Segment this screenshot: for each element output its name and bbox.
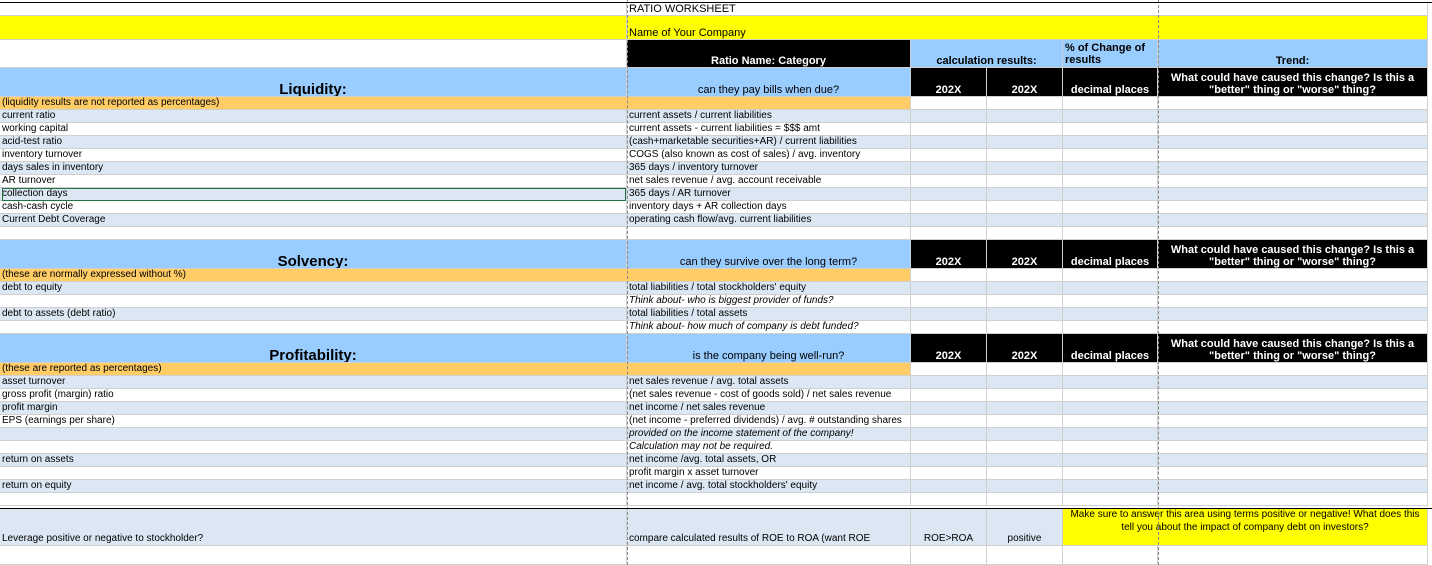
ratio-formula-text: net sales revenue / avg. total assets [629,376,789,387]
ratio-name-text: current ratio [2,110,56,121]
result-cell[interactable] [1158,188,1428,201]
result-cell[interactable] [911,376,987,389]
empty-cell[interactable] [1158,363,1428,376]
empty-cell[interactable] [0,493,627,506]
result-cell[interactable] [911,295,987,308]
empty-cell[interactable] [1158,493,1428,506]
ratio-name-text: debt to equity [2,282,63,293]
decimal-header[interactable] [1063,334,1158,363]
ratio-formula-text: operating cash flow/avg. current liabilities [629,214,812,225]
decimal-header-text: decimal places [1070,256,1150,268]
ratio-name[interactable] [0,415,627,428]
liquidity-title[interactable] [0,68,627,97]
result-cell[interactable] [1063,415,1158,428]
profitability-question[interactable] [627,334,911,363]
leverage-label[interactable] [0,508,627,546]
decimal-header-text: decimal places [1070,350,1150,362]
result-cell[interactable] [1158,149,1428,162]
year-header-text: 202X [1011,350,1038,362]
result-cell[interactable] [911,136,987,149]
empty-cell[interactable] [1063,269,1158,282]
ratio-formula[interactable] [627,149,911,162]
empty-cell[interactable] [0,227,627,240]
empty-cell[interactable] [627,546,911,565]
sheet-title-text: RATIO WORKSHEET [629,2,736,15]
result-cell[interactable] [1063,454,1158,467]
result-cell[interactable] [987,214,1063,227]
ratio-name[interactable] [0,389,627,402]
empty-cell[interactable] [911,227,987,240]
empty-cell[interactable] [911,269,987,282]
ratio-formula-text: net income /avg. total assets, OR [629,454,777,465]
result-cell[interactable] [987,321,1063,334]
result-cell[interactable] [987,376,1063,389]
ratio-name[interactable] [0,402,627,415]
result-cell[interactable] [1158,467,1428,480]
result-cell[interactable] [1063,389,1158,402]
liquidity-question-text: can they pay bills when due? [697,84,840,96]
liquidity-note[interactable] [0,97,911,110]
solvency-title-text: Solvency: [277,253,349,269]
result-cell[interactable] [1063,136,1158,149]
ratio-formula-text: current assets - current liabilities = $$$ amt [629,123,820,134]
empty-cell[interactable] [911,493,987,506]
ratio-formula[interactable] [627,295,911,308]
page-break-line [1158,0,1159,565]
header-trend-text: Trend: [1275,55,1310,67]
trend-question-header-text: What could have caused this change? Is this a "better" thing or "worse" thing? [1170,244,1415,268]
result-cell[interactable] [911,467,987,480]
result-cell[interactable] [911,162,987,175]
result-cell[interactable] [1158,480,1428,493]
result-cell[interactable] [1063,149,1158,162]
result-cell[interactable] [911,454,987,467]
result-cell[interactable] [1158,321,1428,334]
result-cell[interactable] [911,282,987,295]
result-cell[interactable] [987,201,1063,214]
ratio-name[interactable] [0,295,627,308]
result-cell[interactable] [987,441,1063,454]
solvency-question[interactable] [627,240,911,269]
ratio-name[interactable] [0,214,627,227]
result-cell[interactable] [987,282,1063,295]
ratio-formula-text: (net sales revenue - cost of goods sold) / net sales revenue [629,389,892,400]
leverage-result-text: positive [1007,533,1042,544]
result-cell[interactable] [911,441,987,454]
ratio-formula[interactable] [627,454,911,467]
ratio-formula-text: inventory days + AR collection days [629,201,787,212]
ratio-formula-text: (net income - preferred dividends) / avg. # outstanding shares [629,415,902,426]
ratio-name[interactable] [0,123,627,136]
header-ratio-name-text: Ratio Name: Category [711,55,826,67]
result-cell[interactable] [1063,295,1158,308]
empty-cell[interactable] [1063,493,1158,506]
ratio-name[interactable] [0,175,627,188]
result-cell[interactable] [987,467,1063,480]
ratio-formula-text: current assets / current liabilities [629,110,772,121]
empty-cell[interactable] [987,546,1063,565]
profitability-note[interactable] [0,363,911,376]
empty-cell[interactable] [911,546,987,565]
trend-question-header-text: What could have caused this change? Is this a "better" thing or "worse" thing? [1170,338,1415,362]
result-cell[interactable] [1158,454,1428,467]
empty-cell[interactable] [987,269,1063,282]
ratio-formula[interactable] [627,136,911,149]
result-cell[interactable] [987,454,1063,467]
ratio-formula[interactable] [627,415,911,428]
header-change-text: % of Change of results [1065,41,1146,66]
ratio-name-text: cash-cash cycle [2,201,74,212]
year-header-text: 202X [1011,84,1038,96]
result-cell[interactable] [911,175,987,188]
result-cell[interactable] [911,110,987,123]
ratio-name[interactable] [0,376,627,389]
ratio-formula[interactable] [627,110,911,123]
ratio-formula[interactable] [627,162,911,175]
year-header[interactable] [987,240,1063,269]
ratio-name[interactable] [0,201,627,214]
ratio-name-text: acid-test ratio [2,136,63,147]
result-cell[interactable] [1158,110,1428,123]
result-cell[interactable] [1158,428,1428,441]
header-calculation-text: calculation results: [936,55,1037,67]
trend-question-header[interactable] [1158,240,1428,269]
result-cell[interactable] [911,123,987,136]
ratio-formula-text: net income / net sales revenue [629,402,766,413]
result-cell[interactable] [987,188,1063,201]
ratio-name[interactable] [0,480,627,493]
liquidity-note-text: (liquidity results are not reported as percentages) [2,97,220,108]
ratio-name[interactable] [0,308,627,321]
result-cell[interactable] [911,201,987,214]
empty-cell[interactable] [1063,97,1158,110]
result-cell[interactable] [1158,308,1428,321]
empty-cell[interactable] [0,2,627,16]
year-header[interactable] [987,334,1063,363]
empty-cell[interactable] [911,97,987,110]
result-cell[interactable] [1063,376,1158,389]
ratio-formula[interactable] [627,428,911,441]
ratio-formula[interactable] [627,214,911,227]
result-cell[interactable] [1158,295,1428,308]
ratio-formula-text: net sales revenue / avg. account receivable [629,175,822,186]
empty-cell[interactable] [1063,546,1158,565]
empty-cell[interactable] [1158,546,1428,565]
header-change[interactable] [1063,40,1158,68]
result-cell[interactable] [911,402,987,415]
ratio-formula[interactable] [627,123,911,136]
result-cell[interactable] [987,110,1063,123]
empty-cell[interactable] [987,363,1063,376]
ratio-formula-text: total liabilities / total stockholders' equity [629,282,806,293]
ratio-name[interactable] [0,162,627,175]
ratio-formula[interactable] [627,201,911,214]
result-cell[interactable] [1158,376,1428,389]
ratio-name[interactable] [0,282,627,295]
result-cell[interactable] [987,175,1063,188]
result-cell[interactable] [987,136,1063,149]
result-cell[interactable] [1063,201,1158,214]
empty-cell[interactable] [627,493,911,506]
empty-cell[interactable] [987,97,1063,110]
result-cell[interactable] [1063,162,1158,175]
result-cell[interactable] [1063,428,1158,441]
year-header[interactable] [911,334,987,363]
result-cell[interactable] [911,188,987,201]
ratio-formula[interactable] [627,188,911,201]
ratio-name[interactable] [0,110,627,123]
solvency-note[interactable] [0,269,911,282]
ratio-formula[interactable] [627,282,911,295]
empty-cell[interactable] [0,546,627,565]
page-break-line [627,0,628,565]
ratio-name-text: collection days [2,188,68,199]
selected-cell-outline [2,188,626,201]
ratio-formula-text: total liabilities / total assets [629,308,748,319]
ratio-formula[interactable] [627,175,911,188]
roe-roa-cell[interactable] [911,508,987,546]
result-cell[interactable] [1063,175,1158,188]
ratio-formula-text: 365 days / inventory turnover [629,162,758,173]
leverage-label-text: Leverage positive or negative to stockholder? [2,533,204,544]
empty-cell[interactable] [0,16,627,40]
result-cell[interactable] [911,321,987,334]
solvency-title[interactable] [0,240,627,269]
ratio-formula[interactable] [627,389,911,402]
result-cell[interactable] [911,149,987,162]
empty-cell[interactable] [987,493,1063,506]
result-cell[interactable] [1158,282,1428,295]
result-cell[interactable] [987,295,1063,308]
result-cell[interactable] [1158,201,1428,214]
leverage-result[interactable] [987,508,1063,546]
ratio-name[interactable] [0,149,627,162]
ratio-name-text: return on assets [2,454,74,465]
trend-question-header[interactable] [1158,334,1428,363]
trend-question-header-text: What could have caused this change? Is this a "better" thing or "worse" thing? [1170,72,1415,96]
result-cell[interactable] [987,428,1063,441]
decimal-header[interactable] [1063,68,1158,97]
trend-question-header[interactable] [1158,68,1428,97]
ratio-name-text: debt to assets (debt ratio) [2,308,116,319]
year-header[interactable] [987,68,1063,97]
result-cell[interactable] [911,214,987,227]
year-header[interactable] [911,240,987,269]
result-cell[interactable] [987,149,1063,162]
result-cell[interactable] [1063,402,1158,415]
ratio-name-text: inventory turnover [2,149,83,160]
result-cell[interactable] [1063,467,1158,480]
roe-roa-cell-text: ROE>ROA [923,533,974,544]
result-cell[interactable] [987,402,1063,415]
result-cell[interactable] [911,480,987,493]
result-cell[interactable] [987,415,1063,428]
decimal-header[interactable] [1063,240,1158,269]
year-header-text: 202X [935,84,962,96]
ratio-name[interactable] [0,136,627,149]
sheet-title[interactable] [627,2,1428,16]
year-header[interactable] [911,68,987,97]
year-header-text: 202X [935,256,962,268]
ratio-name[interactable] [0,454,627,467]
empty-cell[interactable] [1158,269,1428,282]
result-cell[interactable] [1063,480,1158,493]
result-cell[interactable] [987,480,1063,493]
result-cell[interactable] [1158,214,1428,227]
solvency-note-text: (these are normally expressed without %) [2,269,186,280]
header-ratio-name[interactable] [627,40,911,68]
ratio-name-text: days sales in inventory [2,162,104,173]
result-cell[interactable] [1158,389,1428,402]
ratio-name-text: profit margin [2,402,58,413]
result-cell[interactable] [911,415,987,428]
ratio-formula-text: net income / avg. total stockholders' equity [629,480,818,491]
profitability-title-text: Profitability: [269,347,357,363]
result-cell[interactable] [1063,282,1158,295]
result-cell[interactable] [1063,214,1158,227]
result-cell[interactable] [987,123,1063,136]
ratio-name-text: return on equity [2,480,72,491]
company-name[interactable] [627,16,1428,40]
result-cell[interactable] [1158,123,1428,136]
result-cell[interactable] [1158,162,1428,175]
ratio-formula[interactable] [627,321,911,334]
ratio-formula-text: Think about- who is biggest provider of funds? [629,295,834,306]
empty-cell[interactable] [1063,363,1158,376]
result-cell[interactable] [1158,136,1428,149]
ratio-name-text: working capital [2,123,69,134]
leverage-note-text: Make sure to answer this area using terms positive or negative! What does this tell you about the impact of company debt on investors? [1070,509,1420,533]
ratio-name-text: AR turnover [2,175,56,186]
empty-cell[interactable] [1158,227,1428,240]
leverage-formula[interactable] [627,508,911,546]
header-calculation[interactable] [911,40,1063,68]
result-cell[interactable] [911,428,987,441]
ratio-name-text: Current Debt Coverage [2,214,106,225]
ratio-name-text: gross profit (margin) ratio [2,389,114,400]
result-cell[interactable] [1158,415,1428,428]
result-cell[interactable] [911,308,987,321]
decimal-header-text: decimal places [1070,84,1150,96]
ratio-formula-text: profit margin x asset turnover [629,467,759,478]
result-cell[interactable] [987,162,1063,175]
ratio-name-text: EPS (earnings per share) [2,415,115,426]
ratio-formula[interactable] [627,467,911,480]
result-cell[interactable] [1158,175,1428,188]
ratio-formula[interactable] [627,480,911,493]
solvency-question-text: can they survive over the long term? [679,256,858,268]
ratio-formula-text: Calculation may not be required. [629,441,773,452]
result-cell[interactable] [1063,123,1158,136]
leverage-formula-text: compare calculated results of ROE to ROA (want ROE [629,533,871,544]
result-cell[interactable] [1063,321,1158,334]
ratio-formula[interactable] [627,441,911,454]
liquidity-question[interactable] [627,68,911,97]
profitability-question-text: is the company being well-run? [692,350,845,362]
ratio-name[interactable] [0,321,627,334]
ratio-formula-text: (cash+marketable securities+AR) / current liabilities [629,136,857,147]
result-cell[interactable] [1158,402,1428,415]
result-cell[interactable] [1158,441,1428,454]
empty-cell[interactable] [1063,227,1158,240]
ratio-name[interactable] [0,467,627,480]
ratio-formula-text: Think about- how much of company is debt funded? [629,321,859,332]
empty-cell[interactable] [911,363,987,376]
ratio-name-text: asset turnover [2,376,66,387]
result-cell[interactable] [911,389,987,402]
company-name-text: Name of Your Company [629,27,746,39]
result-cell[interactable] [987,389,1063,402]
header-trend[interactable] [1158,40,1428,68]
profitability-note-text: (these are reported as percentages) [2,363,162,374]
ratio-name[interactable] [0,428,627,441]
result-cell[interactable] [1063,441,1158,454]
ratio-formula-text: 365 days / AR turnover [629,188,731,199]
ratio-formula[interactable] [627,376,911,389]
profitability-title[interactable] [0,334,627,363]
empty-cell[interactable] [0,40,627,68]
border-line [0,508,1432,509]
ratio-formula[interactable] [627,308,911,321]
empty-cell[interactable] [627,227,911,240]
liquidity-title-text: Liquidity: [279,81,347,97]
ratio-formula[interactable] [627,402,911,415]
border-line [0,2,1432,3]
result-cell[interactable] [1063,308,1158,321]
empty-cell[interactable] [1158,97,1428,110]
ratio-name[interactable] [0,441,627,454]
result-cell[interactable] [1063,188,1158,201]
leverage-note[interactable] [1063,508,1428,546]
ratio-formula-text: COGS (also known as cost of sales) / avg. inventory [629,149,861,160]
year-header-text: 202X [1011,256,1038,268]
result-cell[interactable] [1063,110,1158,123]
year-header-text: 202X [935,350,962,362]
ratio-formula-text: provided on the income statement of the company! [629,428,854,439]
empty-cell[interactable] [987,227,1063,240]
result-cell[interactable] [987,308,1063,321]
